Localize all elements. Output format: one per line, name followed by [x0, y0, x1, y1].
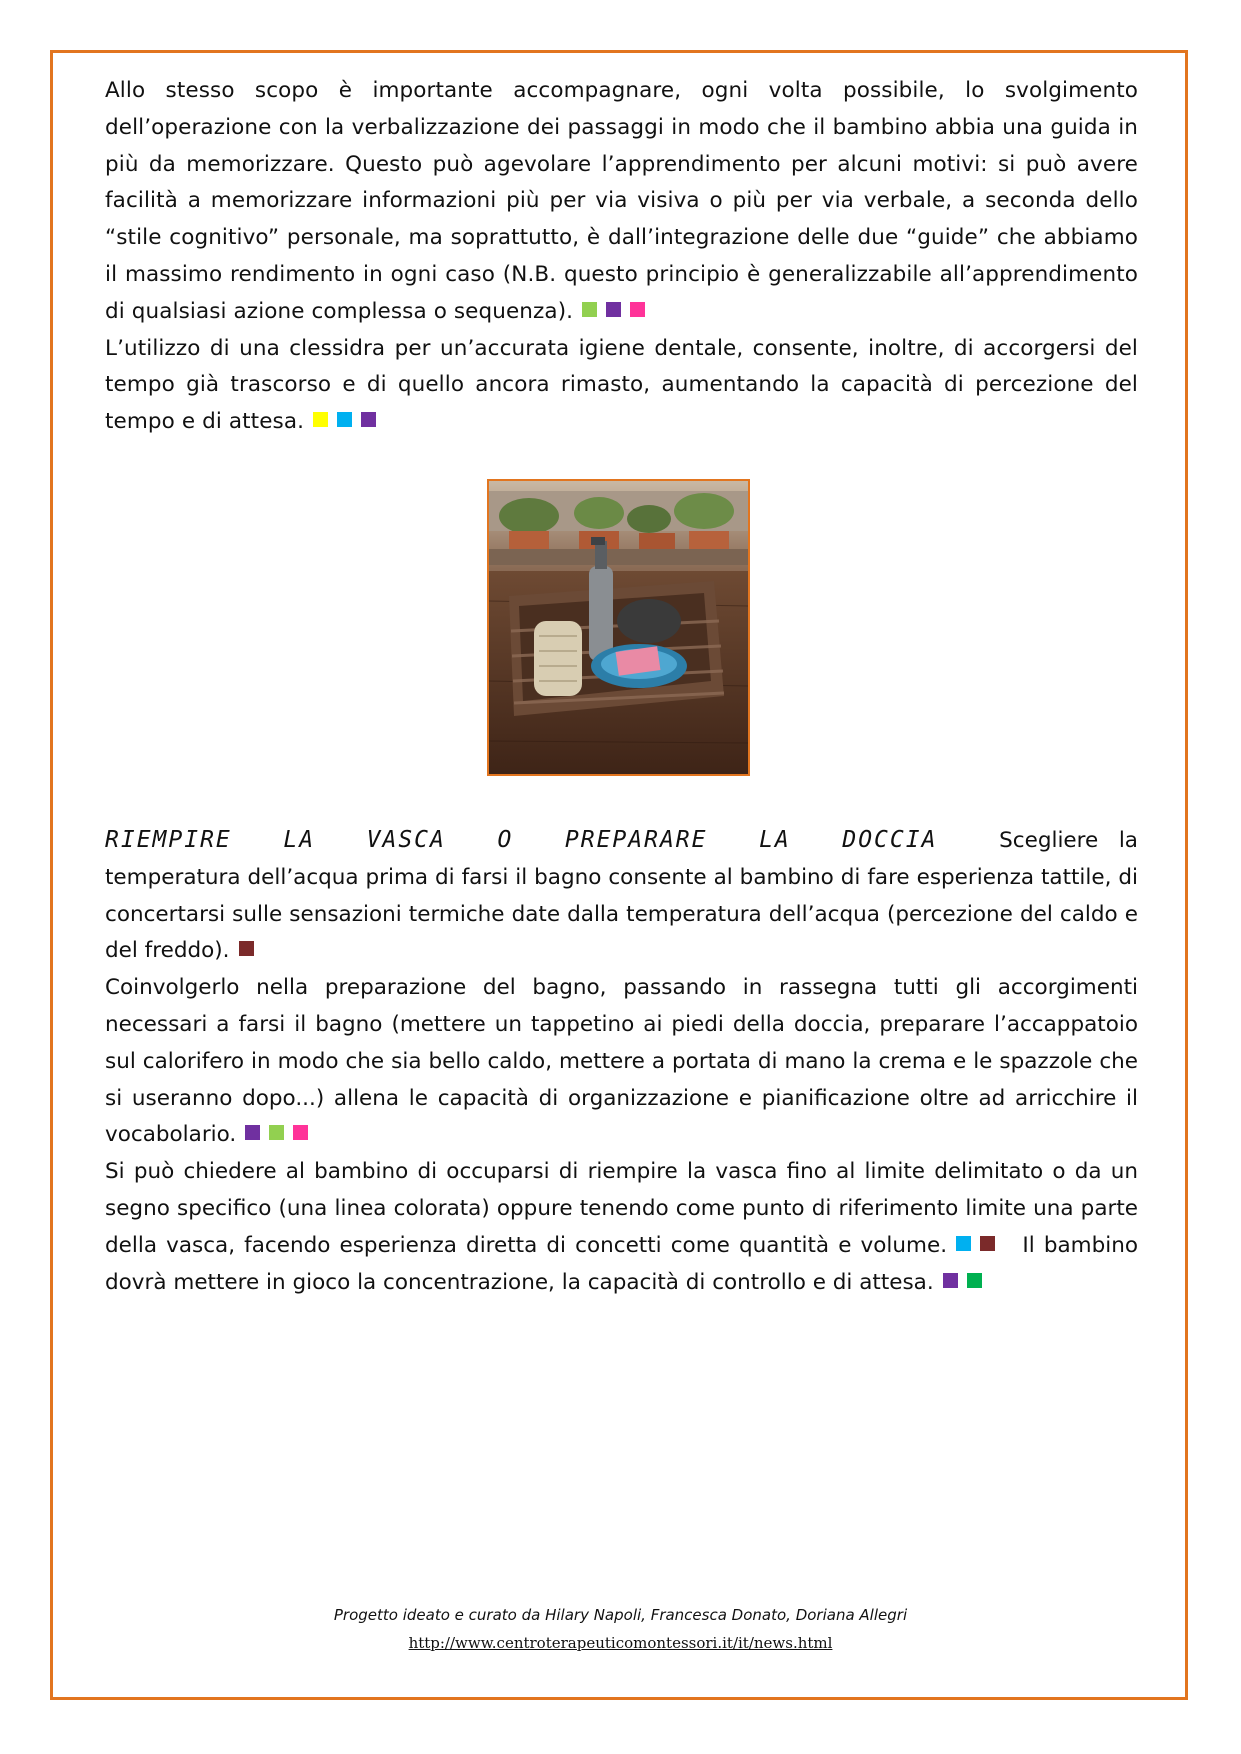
marker-group: [573, 299, 645, 324]
paragraph-filling: Si può chiedere al bambino di occuparsi di riempire la vasca fino al limite delimitato o da un segno specifico (una linea colorata) oppure tenendo come punto di riferimento limite una parte della vasca, facendo esperienza diretta di concetti come quantità e volume. Il bambino dovrà mettere in gioco la concentrazione, la capacità di controllo e di attesa.: [105, 1159, 1138, 1295]
section-heading: RIEMPIRE LA VASCA O PREPARARE LA DOCCIA: [105, 827, 938, 853]
footer-credit: Progetto ideato e curato da Hilary Napoli, Francesca Donato, Doriana Allegri: [333, 1606, 908, 1624]
color-marker-square: [337, 412, 352, 427]
basket-photo-illustration: [489, 481, 748, 774]
paragraph-preparation: Coinvolgerlo nella preparazione del bagno, passando in rassegna tutti gli accorgimenti necessari a farsi il bagno (mettere un tappetino ai piedi della doccia, preparare l’accappatoio sul calorifero in modo che sia bello caldo, mettere a portata di mano la crema e le spazzole che si useranno dopo...) allena le capacità di organizzazione e pianificazione oltre ad arricchire il vocabolario.: [105, 975, 1138, 1148]
marker-group: [934, 1270, 982, 1295]
color-marker-square: [245, 1125, 260, 1140]
paragraph-hourglass: L’utilizzo di una clessidra per un’accurata igiene dentale, consente, inoltre, di accorgersi del tempo già trascorso e di quello ancora rimasto, aumentando la capacità di percezione del tempo e di attesa.: [105, 335, 1138, 435]
marker-group: [304, 409, 376, 434]
color-marker-square: [630, 302, 645, 317]
color-marker-square: [361, 412, 376, 427]
color-marker-square: [269, 1125, 284, 1140]
color-marker-square: [980, 1236, 995, 1251]
color-marker-square: [606, 302, 621, 317]
color-marker-square: [313, 412, 328, 427]
paragraph-verbalization: Allo stesso scopo è importante accompagnare, ogni volta possibile, lo svolgimento dell’operazione con la verbalizzazione dei passaggi in modo che il bambino abbia una guida in più da memorizzare. Questo può agevolare l’apprendimento per alcuni motivi: si può avere facilità a memorizzare informazioni più per via visiva o più per via verbale, a seconda dello “stile cognitivo” personale, ma soprattutto, è dall’integrazione delle due “guide” che abbiamo il massimo rendimento in ogni caso (N.B. questo principio è generalizzabile all’apprendimento di qualsiasi azione complessa o sequenza).: [105, 78, 1138, 324]
color-marker-square: [239, 941, 254, 956]
color-marker-square: [293, 1125, 308, 1140]
marker-group: [236, 1122, 308, 1147]
bath-section: [105, 822, 1138, 1301]
color-marker-square: [943, 1273, 958, 1288]
paragraph-temperature: RIEMPIRE LA VASCA O PREPARARE LA DOCCIA Scegliere la temperatura dell’acqua prima di farsi il bagno consente al bambino di fare esperienza tattile, di concertarsi sulle sensazioni termiche date dalla temperatura dell’acqua (percezione del caldo e del freddo).: [105, 827, 1138, 964]
color-marker-square: [582, 302, 597, 317]
color-marker-square: [967, 1273, 982, 1288]
marker-group: [947, 1233, 995, 1258]
footer-link[interactable]: http://www.centroterapeuticomontessori.it/it/news.html: [408, 1634, 833, 1652]
color-marker-square: [956, 1236, 971, 1251]
basket-photo: [487, 479, 750, 776]
intro-text-block: [105, 73, 1138, 441]
marker-group: [230, 938, 254, 963]
